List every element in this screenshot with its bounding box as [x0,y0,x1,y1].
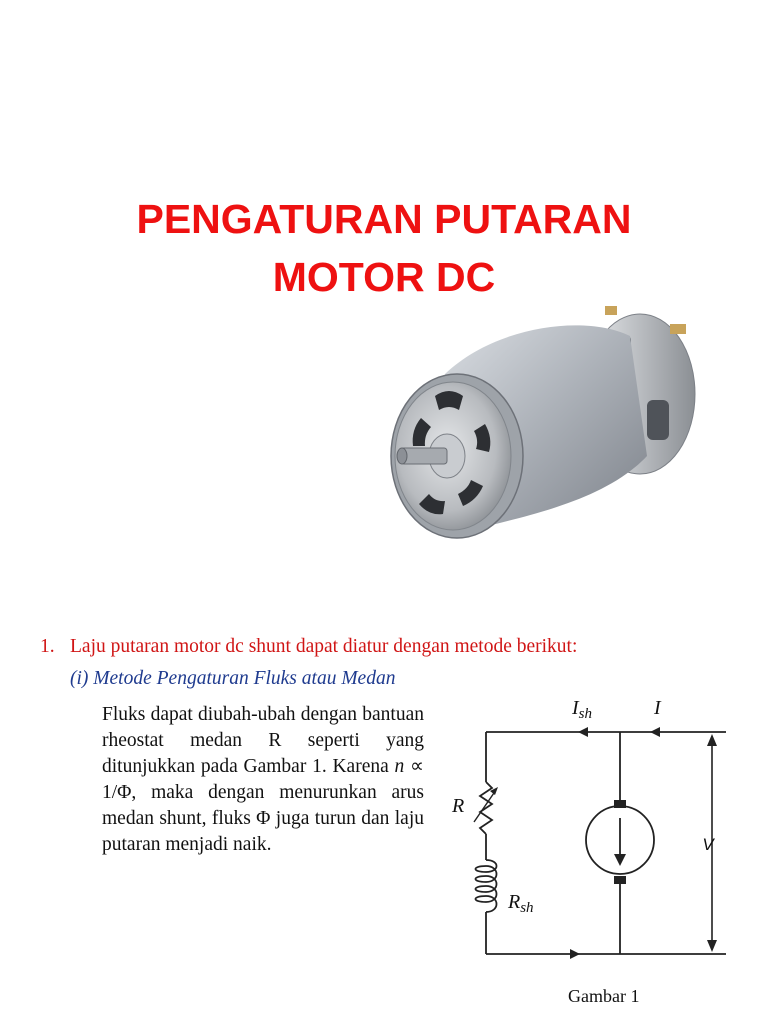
paragraph-part-1: Fluks dapat diubah-ubah dengan bantuan rheostat medan R seperti yang ditunjukkan pada Gambar 1. Karena [102,704,424,777]
method-paragraph [102,702,424,858]
section-heading [40,636,760,658]
symbol-proportional: ∝ [404,756,424,777]
shunt-motor-circuit-diagram [440,690,730,968]
symbol-n: n [394,756,405,777]
label-rsh-sub: sh [520,900,534,916]
label-ish-main: I [572,697,579,719]
label-i: I [654,697,661,719]
label-rsh [507,891,534,916]
label-rsh-main: R [508,891,521,913]
dc-motor-photo [385,296,715,556]
title-line-2: MOTOR DC [272,254,496,300]
slide-title [0,190,768,306]
section-number: 1. [40,636,55,657]
title-line-1: PENGATURAN PUTARAN [136,196,632,242]
section-heading-text: Laju putaran motor dc shunt dapat diatur dengan metode berikut: [70,636,578,657]
paragraph-part-2: 1/Φ, maka dengan menurunkan arus medan shunt, fluks Φ juga turun dan laju putaran menjadi naik. [102,782,424,855]
label-r: R [452,795,465,817]
method-subheading: (i) Metode Pengaturan Fluks atau Medan [70,668,396,689]
label-ish-sub: sh [578,706,593,722]
label-ish [571,697,592,722]
label-v: V [702,835,714,854]
figure-caption: Gambar 1 [568,986,640,1006]
